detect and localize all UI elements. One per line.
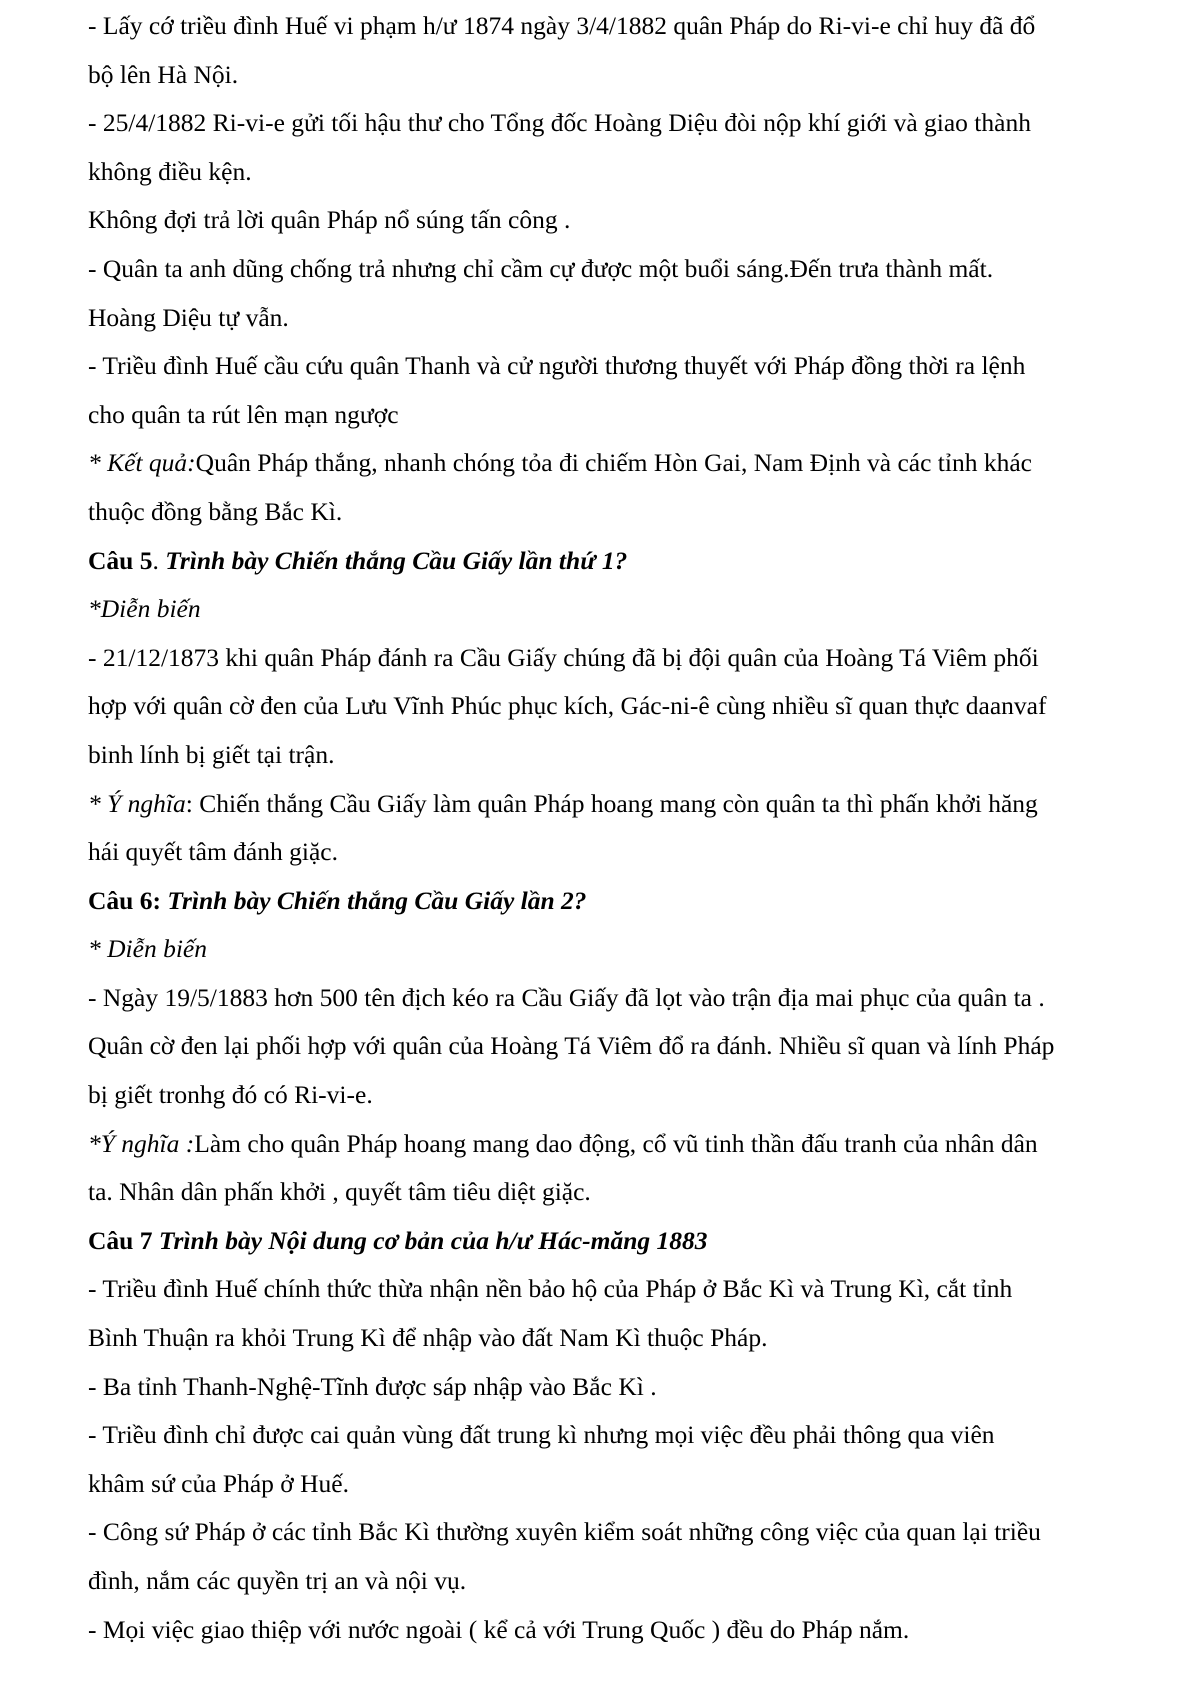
result-label: * Kết quả:: [88, 448, 196, 478]
text-line: - Lấy cớ triều đình Huế vi phạm h/ư 1874 ngày 3/4/1882 quân Pháp do Ri-vi-e chỉ huy đã đổ: [88, 11, 1036, 40]
text-line: - 25/4/1882 Ri-vi-e gửi tối hậu thư cho Tổng đốc Hoàng Diệu đòi nộp khí giới và giao thành: [88, 108, 1031, 138]
q5-ynghia-text: : Chiến thắng Cầu Giấy làm quân Pháp hoang mang còn quân ta thì phấn khởi hăng: [185, 788, 1038, 818]
text-line: hái quyết tâm đánh giặc.: [88, 837, 338, 867]
question-7-number: Câu 7: [88, 1225, 153, 1255]
q6-ynghia-line: [88, 1120, 1168, 1169]
text-line: - Triều đình Huế cầu cứu quân Thanh và cử người thương thuyết với Pháp đồng thời ra lệnh: [88, 351, 1026, 381]
q5-dienbien-label: *Diễn biến: [88, 594, 201, 624]
text-line: thuộc đồng bằng Bắc Kì.: [88, 496, 343, 526]
question-6-number: Câu 6:: [88, 885, 161, 915]
text-line: - Ngày 19/5/1883 hơn 500 tên địch kéo ra Cầu Giấy đã lọt vào trận địa mai phục của quân ta .: [88, 982, 1045, 1012]
question-5-number: Câu 5: [88, 545, 153, 575]
q6-ynghia-text: Làm cho quân Pháp hoang mang dao động, cổ vũ tinh thần đấu tranh của nhân dân: [194, 1128, 1038, 1158]
q6-ynghia-label: *Ý nghĩa :: [88, 1128, 195, 1158]
question-6-heading: [88, 877, 1168, 926]
text-line: bộ lên Hà Nội.: [88, 59, 239, 89]
question-7-title: Trình bày Nội dung cơ bản của h/ư Hác-măng 1883: [152, 1225, 708, 1255]
text-line: ta. Nhân dân phấn khởi , quyết tâm tiêu diệt giặc.: [88, 1177, 591, 1207]
question-5-title: Trình bày Chiến thắng Cầu Giấy lần thứ 1?: [158, 545, 628, 575]
text-line: - Triều đình Huế chính thức thừa nhận nền bảo hộ của Pháp ở Bắc Kì và Trung Kì, cắt tỉnh: [88, 1274, 1013, 1304]
q5-ynghia-label: * Ý nghĩa: [88, 788, 186, 818]
text-line: không điều kện.: [88, 156, 252, 186]
question-7-heading: [88, 1217, 1168, 1266]
text-line: - Quân ta anh dũng chống trả nhưng chỉ cầm cự được một buổi sáng.Đến trưa thành mất.: [88, 253, 994, 283]
text-line: hợp với quân cờ đen của Lưu Vĩnh Phúc phục kích, Gác-ni-ê cùng nhiều sĩ quan thực daanvaf: [88, 691, 1047, 721]
text-line: khâm sứ của Pháp ở Huế.: [88, 1468, 350, 1498]
text-line: - Mọi việc giao thiệp với nước ngoài ( kể cả với Trung Quốc ) đều do Pháp nắm.: [88, 1614, 910, 1644]
result-line: [88, 439, 1168, 488]
q5-ynghia-line: [88, 780, 1168, 829]
text-line: - Ba tỉnh Thanh-Nghệ-Tĩnh được sáp nhập vào Bắc Kì .: [88, 1371, 657, 1401]
q6-dienbien-label: * Diễn biến: [88, 934, 207, 964]
text-line: Bình Thuận ra khỏi Trung Kì để nhập vào đất Nam Kì thuộc Pháp.: [88, 1323, 768, 1353]
text-line: - Công sứ Pháp ở các tỉnh Bắc Kì thường xuyên kiểm soát những công việc của quan lại triều: [88, 1517, 1041, 1547]
text-line: - 21/12/1873 khi quân Pháp đánh ra Cầu Giấy chúng đã bị đội quân của Hoàng Tá Viêm phối: [88, 642, 1039, 672]
result-text: Quân Pháp thắng, nhanh chóng tỏa đi chiếm Hòn Gai, Nam Định và các tỉnh khác: [195, 448, 1032, 478]
question-6-title: Trình bày Chiến thắng Cầu Giấy lần 2?: [160, 885, 587, 915]
document-page: [88, 2, 1168, 1654]
question-5-dot: .: [152, 545, 159, 575]
text-line: Không đợi trả lời quân Pháp nổ súng tấn công .: [88, 205, 571, 235]
text-line: đình, nắm các quyền trị an và nội vụ.: [88, 1566, 467, 1595]
text-line: Quân cờ đen lại phối hợp với quân của Hoàng Tá Viêm đổ ra đánh. Nhiều sĩ quan và lính Pháp: [88, 1031, 1055, 1061]
text-line: binh lính bị giết tại trận.: [88, 739, 335, 769]
text-line: Hoàng Diệu tự vẫn.: [88, 302, 289, 332]
text-line: bị giết tronhg đó có Ri-vi-e.: [88, 1080, 373, 1110]
question-5-heading: [88, 537, 1168, 586]
text-line: - Triều đình chỉ được cai quản vùng đất trung kì nhưng mọi việc đều phải thông qua viên: [88, 1420, 995, 1450]
text-line: cho quân ta rút lên mạn ngược: [88, 399, 399, 429]
